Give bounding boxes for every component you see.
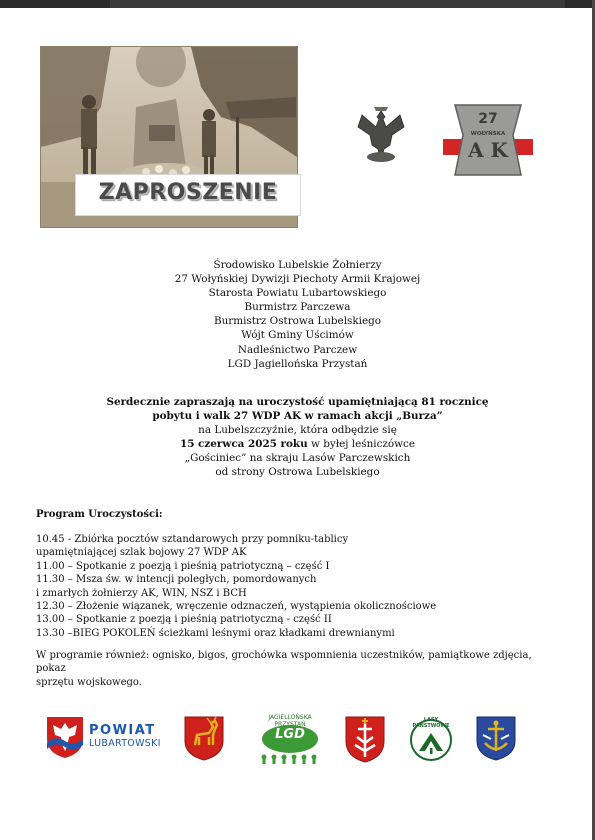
invitation-line: od strony Ostrowa Lubelskiego: [215, 466, 380, 479]
organizer-line: Wójt Gminy Uścimów: [241, 329, 354, 342]
powiat-line2: LUBARTOWSKI: [89, 738, 161, 749]
title-banner: [75, 174, 301, 216]
organizer-line: Burmistrz Ostrowa Lubelskiego: [213, 315, 382, 328]
eagle-emblem-icon: [356, 105, 406, 167]
cross-letters: A K: [468, 138, 508, 162]
organizer-line: Środowisko Lubelskie Żołnierzy: [213, 259, 382, 271]
deer-shield-icon: [183, 715, 225, 761]
extras-line: sprzętu wojskowego.: [36, 676, 142, 688]
program-item: upamiętniającej szlak bojowy 27 WDP AK: [36, 547, 247, 559]
lasy-panstwowe-logo: [408, 715, 454, 765]
lgd-arc-text: JAGIELLOŃSKA PRZYSTAŃ: [268, 714, 312, 728]
program-extras: [36, 649, 556, 689]
extras-line: W programie również: ognisko, bigos, grochówka wspomnienia uczestników, pamiątkowe zdjęcia, pokaz: [36, 650, 532, 675]
cross-tree-shield-icon: [344, 715, 386, 763]
organizer-line: Starosta Powiatu Lubartowskiego: [208, 287, 387, 300]
lgd-jagiellonska-przystan-logo: [254, 715, 326, 765]
cross-number: 27: [478, 111, 498, 127]
powiat-line1: POWIAT: [89, 723, 156, 738]
organizer-line: Nadleśnictwo Parczew: [237, 343, 358, 356]
event-place: w byłej leśniczówce: [307, 438, 415, 451]
organizer-line: Burmistrz Parczewa: [244, 301, 351, 314]
27-wdp-ak-cross-emblem-icon: [443, 95, 533, 181]
lasy-text: LASY PAŃSTWOWE: [412, 717, 450, 729]
anchor-shield-icon: [475, 715, 517, 761]
program-item: 13.30 –BIEG POKOLEŃ ścieżkami leśnymi oraz kładkami drewnianymi: [36, 627, 395, 639]
invitation-line: Serdecznie zapraszają na uroczystość upamiętniającą 81 rocznicę: [106, 396, 489, 408]
program-title: Program Uroczystości:: [36, 509, 163, 520]
powiat-shield-icon: [45, 715, 85, 759]
program-item: 11.30 – Msza św. w intencji poległych, pomordowanych: [36, 574, 317, 586]
invitation-date-line: [0, 437, 595, 451]
powiat-label: [89, 723, 161, 749]
program-item: 10.45 - Zbiórka pocztów sztandarowych przy pomniku-tablicy: [36, 534, 349, 545]
invitation-line: pobytu i walk 27 WDP AK w ramach akcji „Burza”: [152, 410, 443, 423]
ostrow-lubelski-coat-of-arms: [344, 715, 386, 765]
event-date: 15 czerwca 2025 roku: [179, 438, 308, 451]
organizer-line: 27 Wołyńskiej Dywizji Piechoty Armii Krajowej: [174, 273, 421, 286]
organizer-line: LGD Jagiellońska Przystań: [227, 357, 368, 370]
program-list: [36, 533, 556, 640]
program-item: 13.00 – Spotkanie z poezją i pieśnią patriotyczną - część II: [36, 614, 332, 626]
program-item: 11.00 – Spotkanie z poezją i pieśnią patriotyczną – część I: [36, 560, 330, 572]
program-item: 12.30 – Złożenie wiązanek, wręczenie odznaczeń, wystąpienia okolicznościowe: [36, 601, 437, 613]
invitation-line: na Lubelszczyźnie, która odbędzie się: [198, 424, 397, 437]
invitation-line: „Gościniec” na skraju Lasów Parczewskich: [184, 452, 411, 465]
cross-text: WOŁYŃSKA: [470, 131, 506, 137]
program-item: i zmarłych żołnierzy AK, WIN, NSZ i BCH: [36, 587, 247, 599]
viewer-top-bar-segment: [110, 0, 565, 8]
uscimow-coat-of-arms: [475, 715, 517, 765]
parczew-coat-of-arms: [183, 715, 225, 765]
invitation-title: ZAPROSZENIE: [98, 180, 278, 205]
powiat-lubartowski-logo: [45, 715, 165, 765]
lgd-text: LGD: [275, 727, 305, 742]
viewer-top-bar: [0, 0, 595, 8]
organizers-list: [0, 258, 595, 371]
invitation-paragraph: [0, 395, 595, 480]
